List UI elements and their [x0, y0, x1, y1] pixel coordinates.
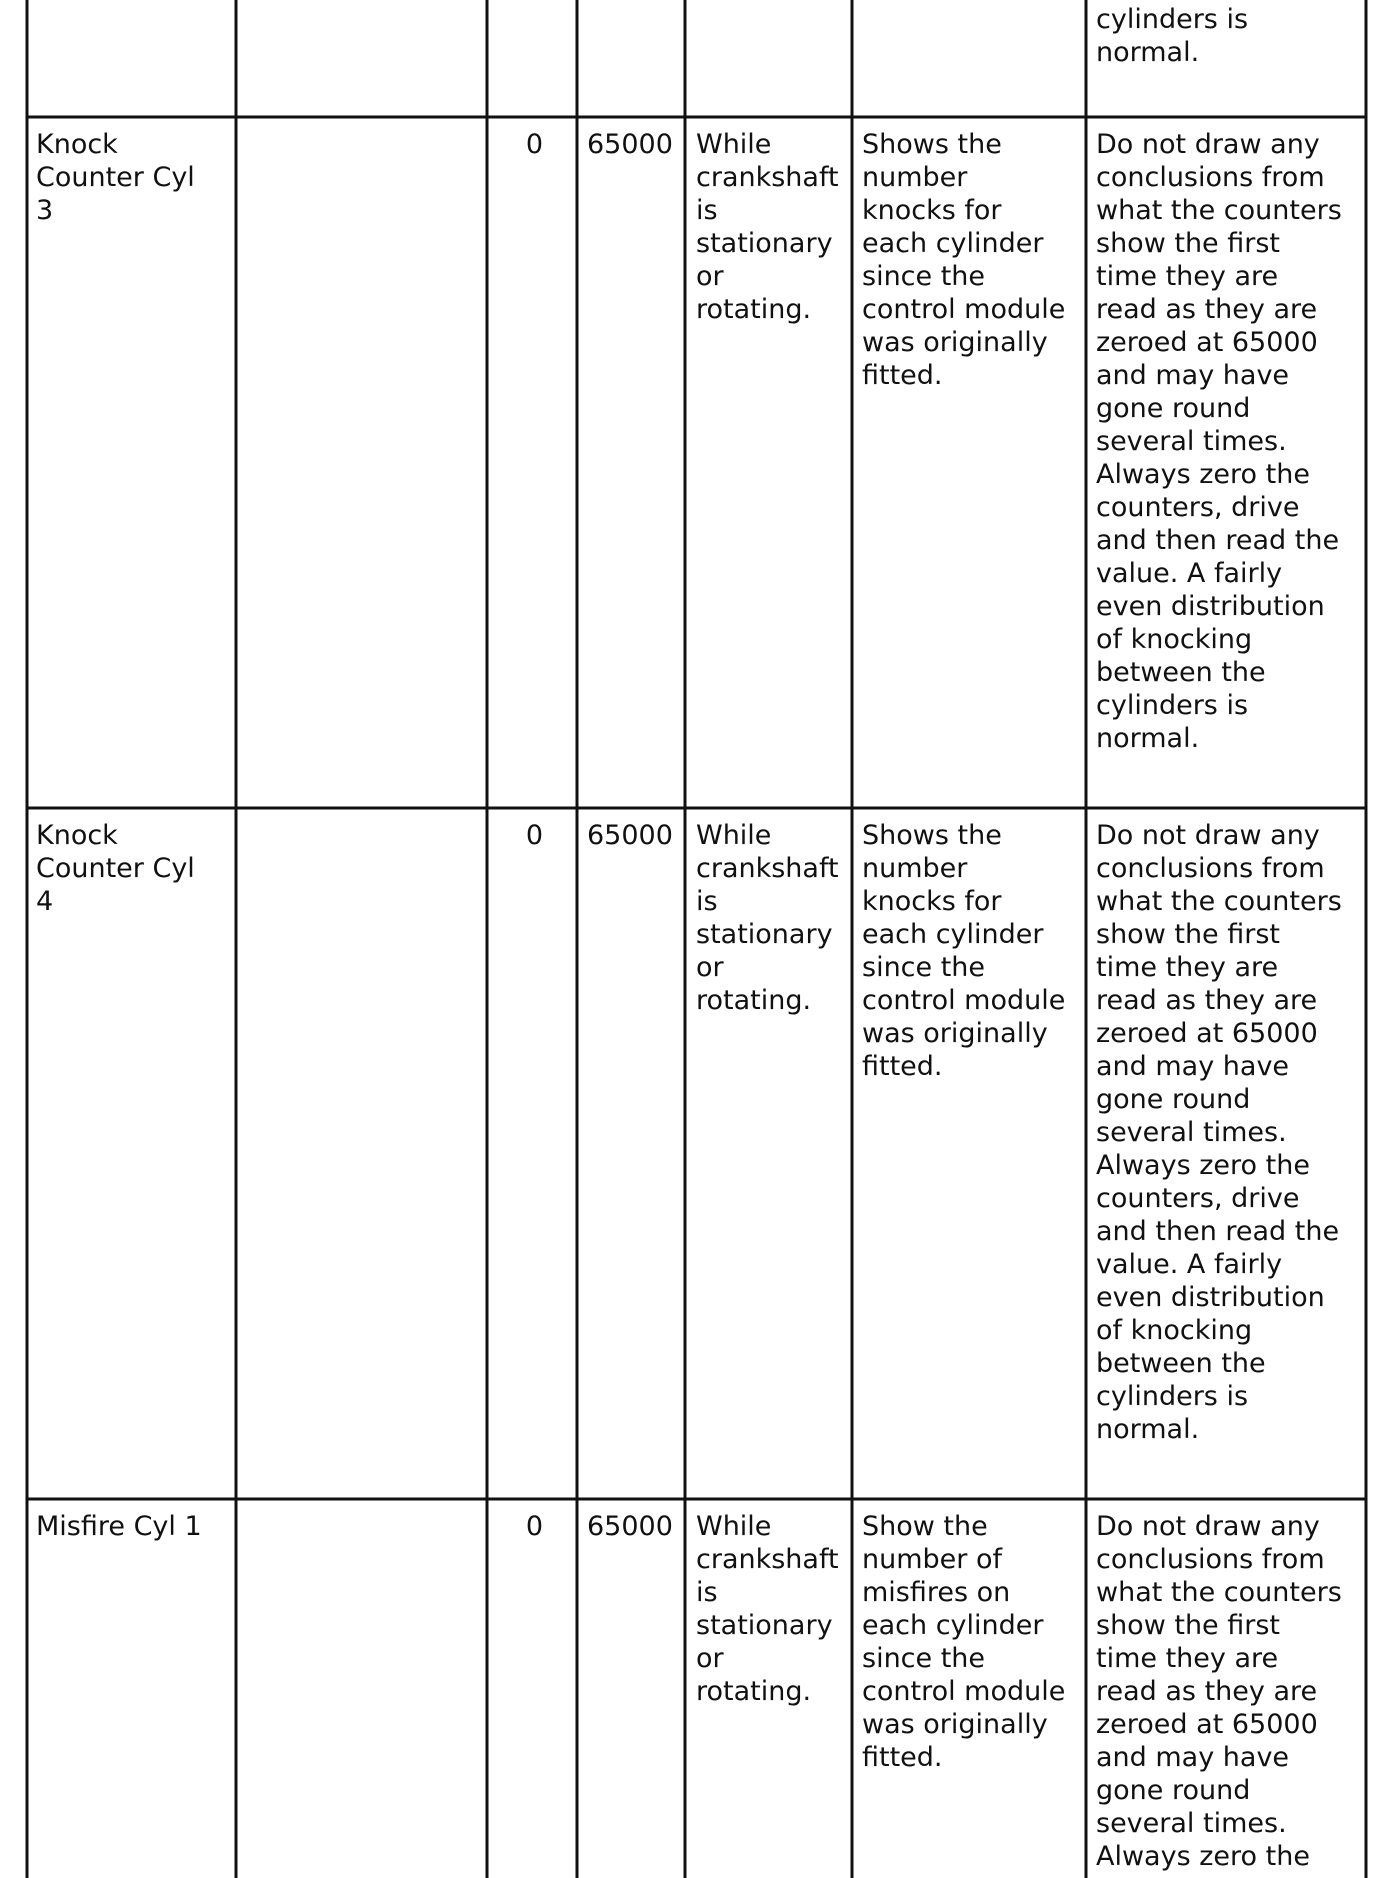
table-cell-condition: While crankshaft is stationary or rotating.	[696, 1511, 839, 1707]
table-cell-max: 65000	[587, 1511, 673, 1542]
table-cell-description: Show the number of misfires on each cylinder since the control module was originally fitted.	[862, 1511, 1066, 1773]
table-cell-max: 65000	[587, 129, 673, 160]
table-cell-parameter: Knock Counter Cyl 4	[36, 820, 195, 917]
table-cell-min: 0	[525, 1511, 543, 1542]
table-cell-condition: While crankshaft is stationary or rotating.	[696, 129, 839, 325]
table-cell-notes: cylinders is normal.	[1096, 4, 1249, 68]
table-cell-min: 0	[525, 129, 543, 160]
table-cell-condition: While crankshaft is stationary or rotating.	[696, 820, 839, 1016]
table-cell-notes: Do not draw any conclusions from what the counters show the first time they are read as they are zeroed at 65000 and may have gone round several times. Always zero the counters, drive and then read the value. A fairly even distribution of knocking between the cylinders is normal.	[1096, 820, 1342, 1445]
table-cell-max: 65000	[587, 820, 673, 851]
table-cell-min: 0	[525, 820, 543, 851]
table-cell-notes: Do not draw any conclusions from what the counters show the first time they are read as they are zeroed at 65000 and may have gone round several times. Always zero the	[1096, 1511, 1342, 1872]
table-cell-notes: Do not draw any conclusions from what the counters show the first time they are read as they are zeroed at 65000 and may have gone round several times. Always zero the counters, drive and then read the value. A fairly even distribution of knocking between the cylinders is normal.	[1096, 129, 1342, 754]
table-cell-parameter: Misfire Cyl 1	[36, 1511, 202, 1542]
table-cell-description: Shows the number knocks for each cylinder since the control module was originally fitted.	[862, 129, 1066, 391]
table-cell-description: Shows the number knocks for each cylinder since the control module was originally fitted.	[862, 820, 1066, 1082]
table-cell-parameter: Knock Counter Cyl 3	[36, 129, 195, 226]
